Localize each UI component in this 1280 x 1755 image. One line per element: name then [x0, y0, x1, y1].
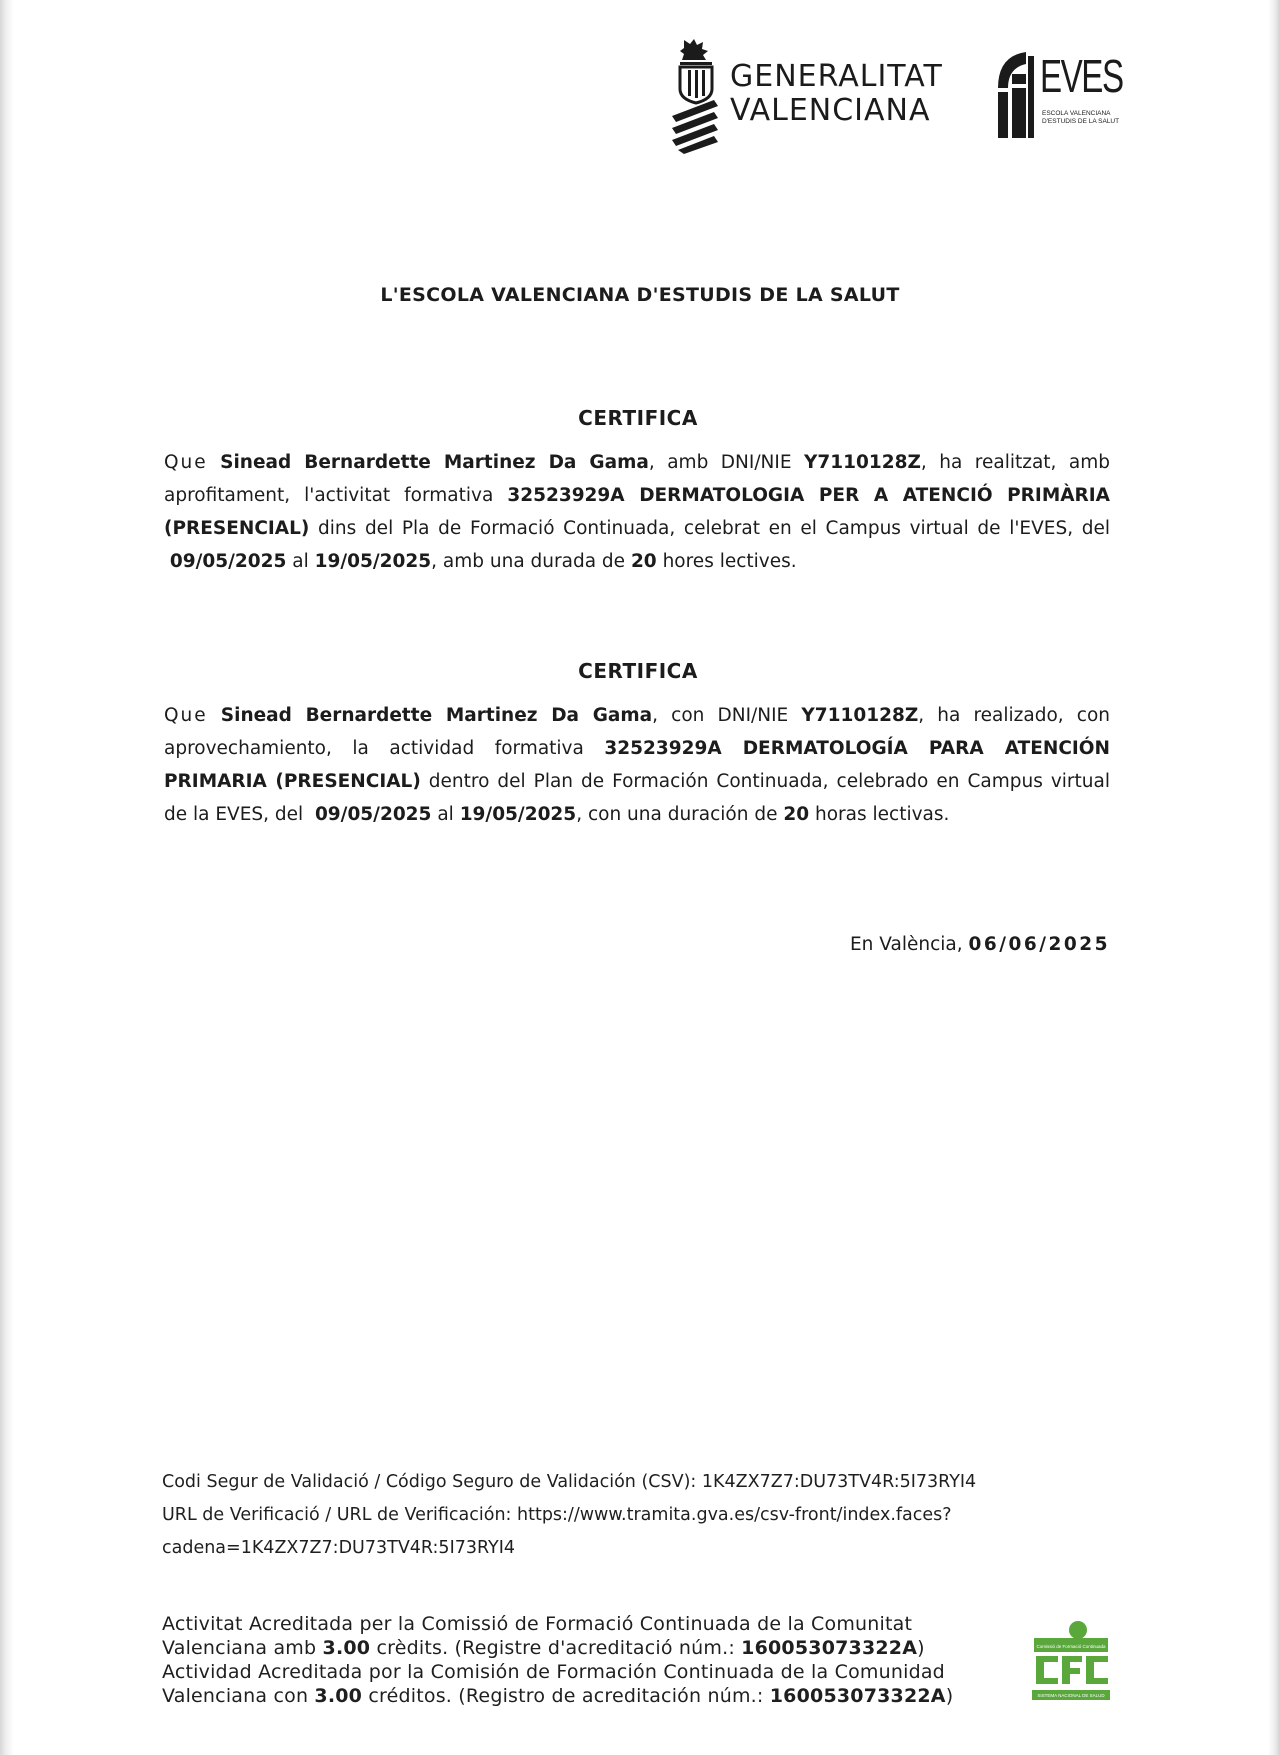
eves-wordmark: EVES	[1040, 50, 1123, 102]
text-fragment: , con una duración de	[576, 804, 784, 825]
date-to: 19/05/2025	[459, 804, 577, 825]
text-fragment: Activitat Acreditada per la Comissió de Formació Continuada de la Comunitat Valenciana amb	[162, 1613, 913, 1659]
eves-arch-icon	[998, 52, 1034, 138]
gva-line1: GENERALITAT	[730, 59, 943, 94]
text-fragment: , ha realitzat, amb aprofitament, l'activitat formativa	[164, 452, 1110, 506]
participant-name: Sinead Bernardette Martinez Da Gama	[220, 705, 653, 726]
text-fragment: créditos. (Registro de acreditación núm.:	[362, 1685, 770, 1707]
que-word: Que	[164, 705, 208, 726]
csv-url-line[interactable]: URL de Verificació / URL de Verificación: https://www.tramita.gva.es/csv-front/index.faces?	[162, 1505, 952, 1525]
dni-number: Y7110128Z	[804, 452, 921, 473]
course-name: 32523929A DERMATOLOGÍA PARA ATENCIÓN PRIMARIA (PRESENCIAL)	[164, 738, 1110, 792]
eves-logo	[998, 50, 1123, 140]
text-fragment: , con DNI/NIE	[652, 705, 802, 726]
text-fragment: Actividad Acreditada por la Comisión de Formación Continuada de la Comunidad Valenciana con	[162, 1661, 945, 1707]
csv-code-line: Codi Segur de Validació / Código Seguro de Validación (CSV): 1K4ZX7Z7:DU73TV4R:5I73RYI4	[162, 1472, 977, 1492]
page-edge-left	[0, 0, 14, 1755]
gva-line2: VALENCIANA	[730, 93, 931, 128]
text-fragment: al	[431, 804, 460, 825]
certificate-text-ca	[164, 446, 1110, 578]
course-hours: 20	[630, 551, 657, 572]
que-word: Que	[164, 452, 208, 473]
gva-wordmark	[730, 60, 943, 128]
dni-number: Y7110128Z	[801, 705, 919, 726]
date-from: 09/05/2025	[169, 551, 287, 572]
text-fragment: , amb una durada de	[431, 551, 631, 572]
issue-date: 06/06/2025	[968, 934, 1110, 955]
participant-name: Sinead Bernardette Martinez Da Gama	[220, 452, 649, 473]
eves-subtitle-line2: D'ESTUDIS DE LA SALUT	[1042, 118, 1120, 125]
page-edge-right	[1268, 0, 1280, 1755]
credits-es: 3.00	[314, 1685, 363, 1707]
place-text: En València,	[849, 934, 969, 955]
text-fragment: , amb DNI/NIE	[648, 452, 804, 473]
text-fragment: dentro del Plan de Formación Continuada, celebrado en Campus virtual de la EVES, del	[164, 771, 1110, 825]
certifica-heading-ca: CERTIFICA	[578, 406, 698, 430]
certifica-heading-es: CERTIFICA	[578, 659, 698, 683]
text-fragment: crèdits. (Registre d'acreditació núm.:	[370, 1637, 742, 1659]
text-fragment: , ha realizado, con aprovechamiento, la actividad formativa	[164, 705, 1110, 759]
course-hours: 20	[783, 804, 810, 825]
place-and-date	[850, 934, 1110, 955]
certificate-text-es	[164, 699, 1110, 831]
course-name: 32523929A DERMATOLOGIA PER A ATENCIÓ PRIMÀRIA (PRESENCIAL)	[164, 485, 1110, 539]
accreditation-ca	[162, 1612, 1022, 1660]
accreditation-es	[162, 1660, 1022, 1708]
generalitat-valenciana-logo	[670, 38, 960, 156]
eves-subtitle-line1: ESCOLA VALENCIANA	[1042, 110, 1111, 117]
issuing-organization: L'ESCOLA VALENCIANA D'ESTUDIS DE LA SALUT	[380, 284, 900, 306]
text-fragment: hores lectives.	[656, 551, 797, 572]
registry-number-es: 160053073322A	[769, 1685, 946, 1707]
csv-validation-block	[162, 1466, 1122, 1565]
logo-text-top: Comissió de Formació Continuada	[1036, 1644, 1106, 1649]
logo-text-bottom: SISTEMA NACIONAL DE SALUD	[1037, 1693, 1105, 1698]
accreditation-text	[162, 1612, 1022, 1708]
date-to: 19/05/2025	[314, 551, 432, 572]
text-fragment: horas lectivas.	[809, 804, 950, 825]
date-from: 09/05/2025	[314, 804, 432, 825]
text-fragment: )	[917, 1637, 925, 1659]
gva-emblem-icon	[670, 38, 722, 154]
csv-chain-line: cadena=1K4ZX7Z7:DU73TV4R:5I73RYI4	[162, 1538, 516, 1558]
text-fragment: )	[945, 1685, 954, 1707]
credits-ca: 3.00	[322, 1637, 371, 1659]
text-fragment: dins del Pla de Formació Continuada, celebrat en el Campus virtual de l'EVES, del	[309, 518, 1110, 539]
text-fragment: al	[286, 551, 315, 572]
eves-subtitle	[1042, 110, 1119, 126]
continuing-education-commission-logo	[1030, 1620, 1112, 1702]
registry-number-ca: 160053073322A	[741, 1637, 918, 1659]
